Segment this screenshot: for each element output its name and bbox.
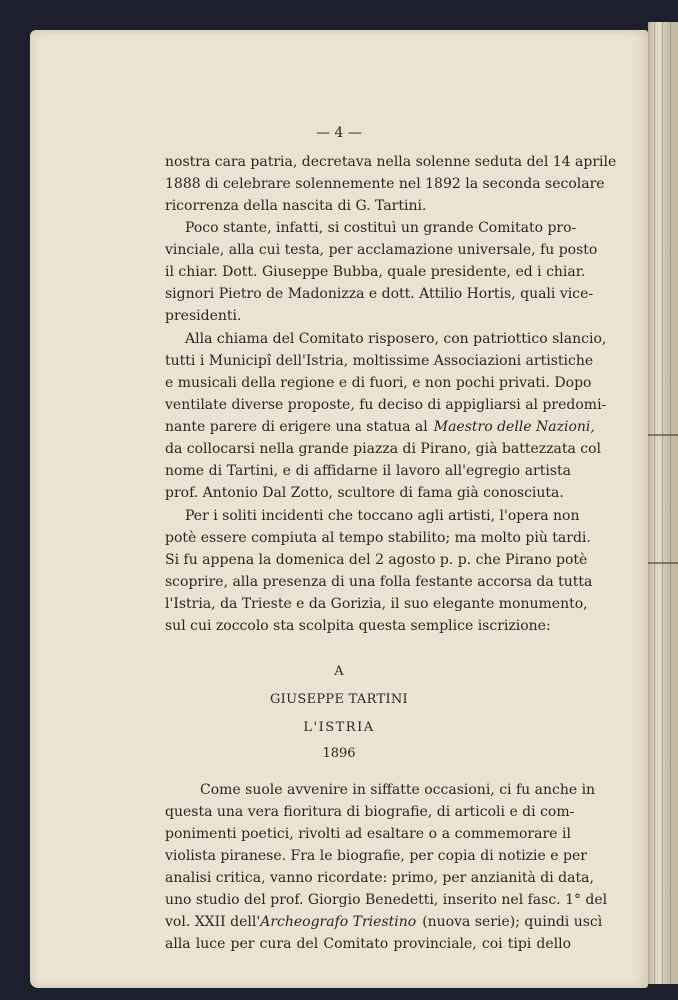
text-line: Alla chiama del Comitato risposero, con patriottico slancio, <box>185 331 607 347</box>
italic-title: Archeografo Triestino <box>260 914 417 930</box>
italic-title: Maestro delle Nazioni, <box>433 419 595 435</box>
book-page-edges <box>648 22 678 984</box>
text-line: presidenti. <box>165 308 242 324</box>
text-line: ponimenti poetici, rivolti ad esaltare o a commemorare il <box>165 826 571 842</box>
text-line <box>165 419 595 435</box>
text-line: sul cui zoccolo sta scolpita questa semplice iscrizione: <box>165 618 551 634</box>
text-line: questa una vera fioritura di biografie, di articoli e di com- <box>165 804 575 820</box>
text-line: ricorrenza della nascita di G. Tartini. <box>165 198 427 214</box>
text-line: Poco stante, infatti, si costituì un grande Comitato pro- <box>185 220 577 236</box>
text-line: Per i soliti incidenti che toccano agli artisti, l'opera non <box>185 508 580 524</box>
text-line: violista piranese. Fra le biografie, per copia di notizie e per <box>165 848 587 864</box>
text-line: analisi critica, vanno ricordate: primo, per anzianità di data, <box>165 870 594 886</box>
text-line: Si fu appena la domenica del 2 agosto p. p. che Pirano potè <box>165 552 588 568</box>
book-page <box>30 30 648 988</box>
text-line: scoprire, alla presenza di una folla festante accorsa da tutta <box>165 574 593 590</box>
text-line: nome di Tartini, e di affidarne il lavoro all'egregio artista <box>165 463 571 479</box>
text-line <box>165 914 603 930</box>
text-line: il chiar. Dott. Giuseppe Bubba, quale presidente, ed i chiar. <box>165 264 586 280</box>
inscription-line: L'ISTRIA <box>303 720 375 735</box>
text-line: prof. Antonio Dal Zotto, scultore di fama già conosciuta. <box>165 485 564 501</box>
inscription-line: A <box>334 664 344 679</box>
text-segment: nante parere di erigere una statua al <box>165 419 428 435</box>
text-line: nostra cara patria, decretava nella solenne seduta del 14 aprile <box>165 154 617 170</box>
text-line: da collocarsi nella grande piazza di Pirano, già battezzata col <box>165 441 602 457</box>
text-line: uno studio del prof. Giorgio Benedetti, inserito nel fasc. 1° del <box>165 892 608 908</box>
text-line: 1888 di celebrare solennemente nel 1892 la seconda secolare <box>165 176 605 192</box>
text-line: alla luce per cura del Comitato provinciale, coi tipi dello <box>165 936 571 952</box>
page-number: — 4 — <box>316 125 362 141</box>
text-line: e musicali della regione e di fuori, e non pochi privati. Dopo <box>165 375 592 391</box>
text-line: Come suole avvenire in siffatte occasioni, ci fu anche in <box>200 782 596 798</box>
inscription-line: GIUSEPPE TARTINI <box>269 692 408 707</box>
text-line: signori Pietro de Madonizza e dott. Attilio Hortis, quali vice- <box>165 286 594 302</box>
text-segment: vol. XXII dell' <box>165 914 261 930</box>
inscription-line: 1896 <box>322 746 356 761</box>
text-line: l'Istria, da Trieste e da Gorizia, il suo elegante monumento, <box>165 596 588 612</box>
text-line: ventilate diverse proposte, fu deciso di appigliarsi al predomi- <box>165 397 607 413</box>
text-line: tutti i Municipî dell'Istria, moltissime Associazioni artistiche <box>165 353 594 369</box>
text-segment: (nuova serie); quindi uscì <box>422 914 603 930</box>
text-line: vinciale, alla cui testa, per acclamazione universale, fu posto <box>165 242 598 258</box>
text-line: potè essere compiuta al tempo stabilito; ma molto più tardi. <box>165 530 591 546</box>
